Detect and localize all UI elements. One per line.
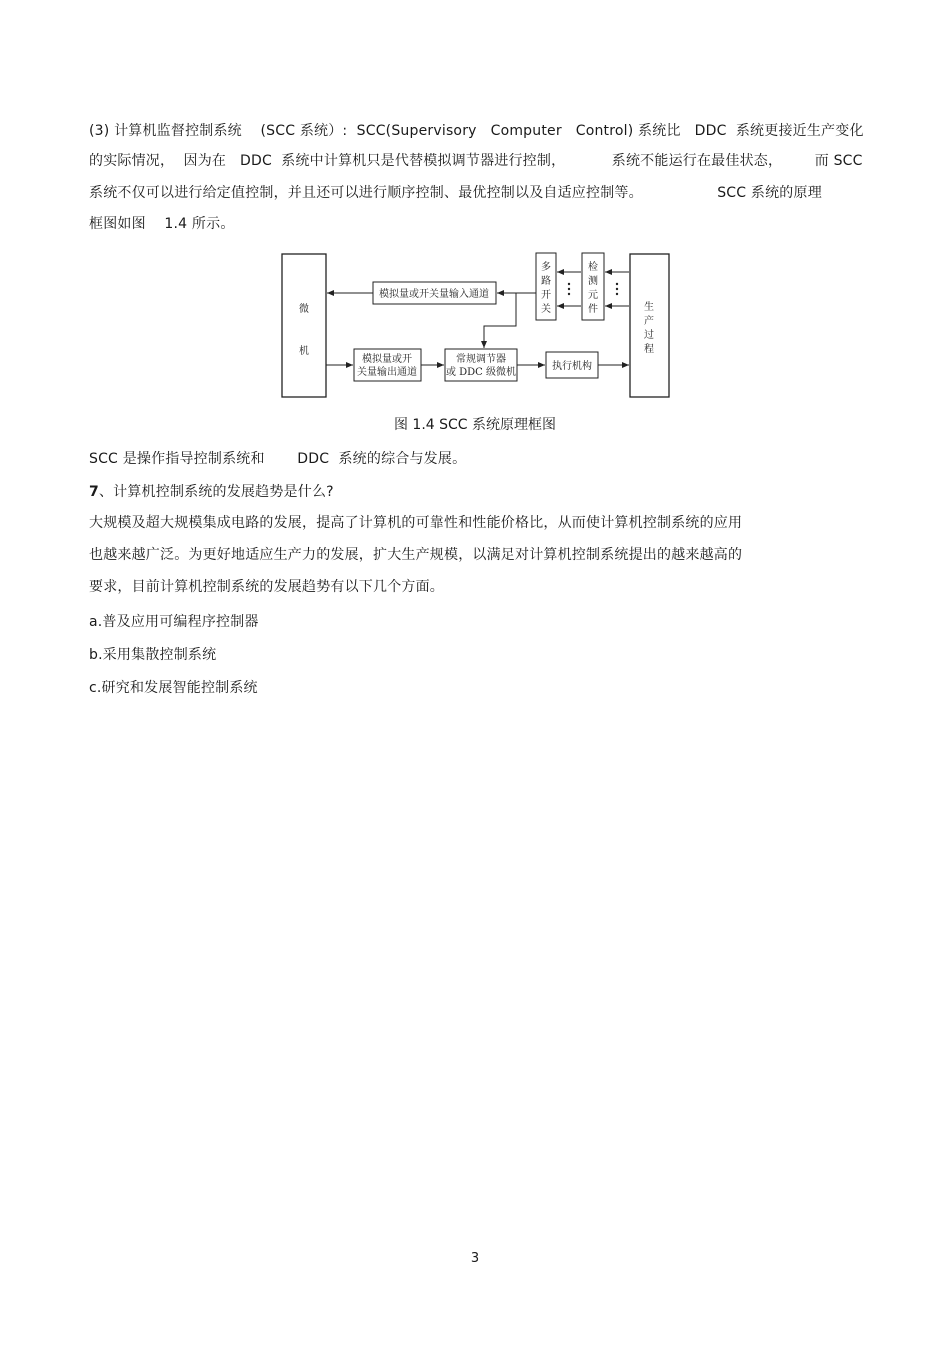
process-label: 产 — [644, 316, 654, 327]
paragraph-line: (3) 计算机监督控制系统 (SCC 系统）: SCC(Supervisory Computer Control) 系统比 DDC 系统更接近生产变化 — [89, 123, 864, 139]
actuator-label: 执行机构 — [552, 361, 592, 372]
question-text: 、计算机控制系统的发展趋势是什么? — [98, 484, 334, 500]
output-channel-label: 模拟量或开 — [362, 354, 412, 365]
micro-computer-label: 机 — [299, 346, 309, 357]
multiplexer-label: 多 — [541, 262, 551, 273]
answer-line: 也越来越广泛。为更好地适应生产力的发展，扩大生产规模，以满足对计算机控制系统提出的越来越高的 — [89, 547, 743, 563]
multiplexer-label: 路 — [541, 276, 551, 287]
process-label: 生 — [644, 302, 654, 313]
figure-caption: 图 1.4 SCC 系统原理框图 — [393, 417, 557, 433]
page-number: 3 — [470, 1251, 480, 1266]
trend-item: a.普及应用可编程序控制器 — [89, 614, 259, 630]
detector-label: 检 — [588, 262, 598, 273]
process-label: 程 — [644, 344, 654, 355]
output-channel-label: 关量输出通道 — [357, 367, 417, 378]
detector-label: 件 — [588, 304, 598, 315]
paragraph-line: 系统不仅可以进行给定值控制，并且还可以进行顺序控制、最优控制以及自适应控制等。 SCC 系统的原理 — [89, 185, 822, 201]
paragraph-line: 的实际情况， 因为在 DDC 系统中计算机只是代替模拟调节器进行控制， 系统不能运行在最佳状态， 而 SCC — [89, 153, 863, 169]
micro-computer-box — [282, 254, 326, 397]
paragraph-line: 框图如图 1.4 所示。 — [89, 216, 235, 232]
detector-label: 测 — [588, 276, 598, 287]
question-number: 7 — [89, 484, 99, 500]
input-channel-label: 模拟量或开关量输入通道 — [379, 289, 489, 300]
regulator-label: 常规调节器 — [456, 354, 506, 365]
multiplexer-label: 关 — [541, 304, 551, 315]
trend-item: b.采用集散控制系统 — [89, 647, 217, 663]
answer-line: 大规模及超大规模集成电路的发展，提高了计算机的可靠性和性能价格比，从而使计算机控制系统的应用 — [89, 515, 743, 531]
summary-text: SCC 是操作指导控制系统和 DDC 系统的综合与发展。 — [89, 451, 467, 467]
process-label: 过 — [644, 330, 654, 341]
answer-line: 要求，目前计算机控制系统的发展趋势有以下几个方面。 — [89, 579, 444, 595]
micro-computer-label: 微 — [299, 304, 309, 315]
trend-item: c.研究和发展智能控制系统 — [89, 680, 258, 696]
scc-block-diagram — [278, 248, 674, 400]
regulator-label: 或 DDC 级微机 — [445, 367, 517, 378]
detector-label: 元 — [588, 290, 598, 301]
multiplexer-label: 开 — [541, 290, 551, 301]
question-heading — [89, 482, 334, 502]
